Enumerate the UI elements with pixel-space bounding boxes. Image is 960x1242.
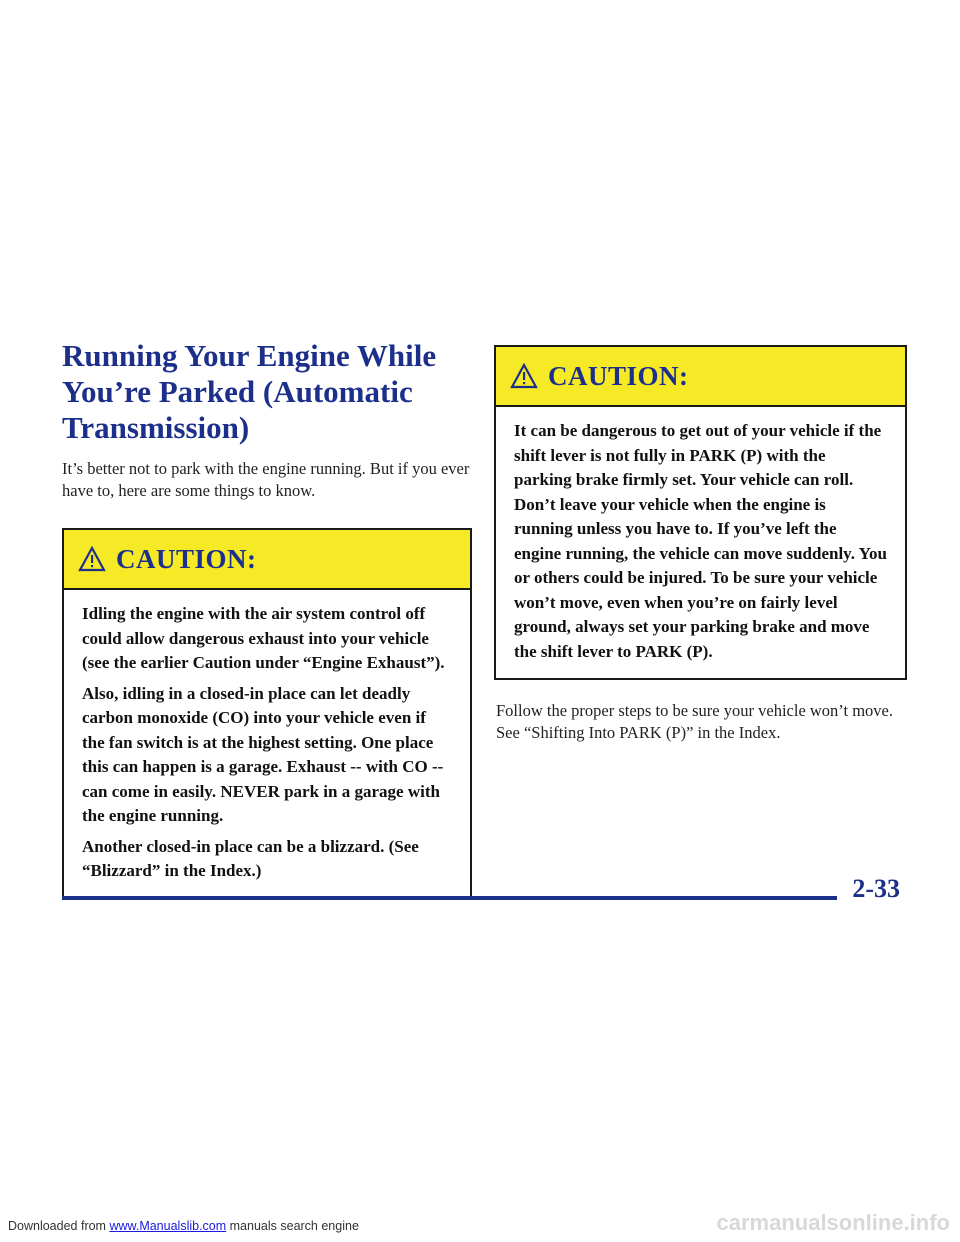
section-heading: Running Your Engine While You’re Parked (Automatic Transmission): [62, 338, 437, 445]
caution-header: [496, 347, 905, 407]
warning-triangle-icon: [510, 363, 538, 389]
caution-header: [64, 530, 470, 590]
follow-paragraph: Follow the proper steps to be sure your vehicle won’t move. See “Shifting Into PARK (P)” in the Index.: [496, 701, 893, 742]
manualslib-link[interactable]: www.Manualslib.com: [109, 1219, 227, 1233]
caution-box-park: [494, 345, 907, 680]
caution-body: [496, 407, 905, 678]
caution-label: CAUTION:: [548, 360, 689, 391]
caution-paragraph: Another closed-in place can be a blizzard. (See “Blizzard” in the Index.): [82, 836, 419, 880]
footer-suffix: manuals search engine: [226, 1219, 359, 1233]
intro-paragraph: It’s better not to park with the engine running. But if you ever have to, here are some things to know.: [62, 459, 470, 500]
site-watermark: carmanualsonline.info: [716, 1210, 950, 1235]
footer-prefix: Downloaded from: [8, 1219, 110, 1233]
caution-paragraph: Also, idling in a closed-in place can let deadly carbon monoxide (CO) into your vehicle even if the fan switch is at the highest setting. One place this can happen is a garage. Exhaust -- with CO -- can come in easily. NEVER park in a garage with the engine running.: [82, 683, 444, 825]
page-number: 2-33: [852, 874, 900, 903]
caution-paragraph: Idling the engine with the air system control off could allow dangerous exhaust into your vehicle (see the earlier Caution under “Engine Exhaust”).: [82, 604, 445, 672]
caution-body: [64, 590, 470, 898]
right-column: [494, 345, 907, 744]
caution-paragraph: It can be dangerous to get out of your vehicle if the shift lever is not fully in PARK (P) with the parking brake firmly set. Your vehicle can roll. Don’t leave your vehicle when the engine is running unless you have to. If you’ve left the engine running, the vehicle can move suddenly. You or others could be injured. To be sure your vehicle won’t move, even when you’re on fairly level ground, always set your parking brake and move the shift lever to PARK (P).: [514, 421, 887, 661]
caution-box-idling: [62, 528, 472, 900]
footer-rule: [62, 896, 837, 900]
left-column: [62, 338, 472, 900]
warning-triangle-icon: [78, 546, 106, 572]
caution-label: CAUTION:: [116, 543, 257, 574]
download-footer: [8, 1219, 359, 1233]
